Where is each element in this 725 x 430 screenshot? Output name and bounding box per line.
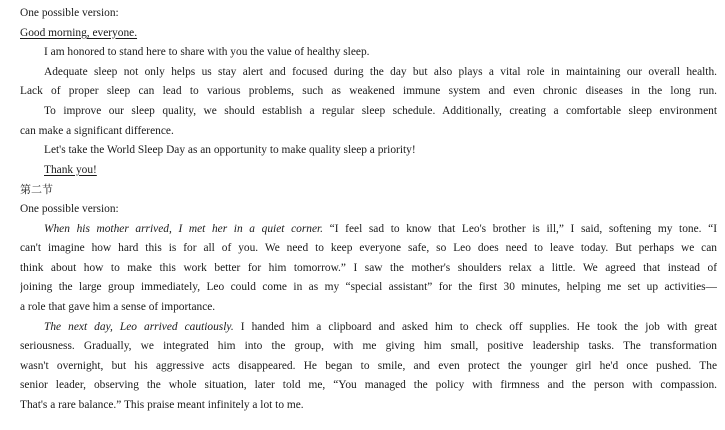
story-paragraph-1-line-3: think about how to make this work better for him tomorrow.” I saw the mother's shoulders relax a little. We agreed that instead of bbox=[20, 261, 717, 274]
speech-thanks: Thank you! bbox=[44, 163, 97, 176]
speech-paragraph-2-line-1: Adequate sleep not only helps us stay alert and focused during the day but also plays a vital role in maintaining our overall health. bbox=[44, 65, 717, 78]
story-paragraph-1-line-5: a role that gave him a sense of importance. bbox=[20, 300, 216, 313]
speech-greeting: Good morning, everyone. bbox=[20, 26, 138, 39]
story-paragraph-1-line-1 bbox=[20, 220, 717, 240]
speech-paragraph-3-line-2: can make a significant difference. bbox=[20, 124, 174, 137]
story-paragraph-2-line-2: seriousness. Gradually, we integrated him into the group, with me giving him small, positive leadership tasks. The transformation bbox=[20, 340, 717, 353]
speech-paragraph-2-line-2: Lack of proper sleep can lead to various problems, such as weakened immune system and even chronic diseases in the long run. bbox=[20, 85, 717, 98]
story-paragraph-2-line-1 bbox=[20, 318, 717, 338]
story-paragraph-1-line-1-text: “I feel sad to know that Leo's brother is ill,” I said, softening my tone. “I bbox=[323, 222, 717, 235]
speech-greeting-line bbox=[20, 24, 717, 44]
story-paragraph-2-line-3: wasn't overnight, but his aggressive acts disappeared. He began to smile, and even protect the younger girl he'd once pushed. The bbox=[20, 359, 717, 372]
story-paragraph-1-line-4: joining the large group immediately, Leo could come in as my “special assistant” for the first 30 minutes, helping me set up activities— bbox=[20, 281, 717, 294]
section-heading: 第二节 bbox=[20, 183, 53, 197]
speech-paragraph-3-line-1: To improve our sleep quality, we should establish a regular sleep schedule. Additionally, creating a comfortable sleep environment bbox=[44, 104, 717, 117]
story-paragraph-2-line-4: senior leader, observing the whole situation, later told me, “You managed the policy with firmness and the person with compassion. bbox=[20, 379, 717, 392]
story-paragraph-1-opening: When his mother arrived, I met her in a quiet corner. bbox=[44, 222, 324, 235]
version-label-2: One possible version: bbox=[20, 202, 119, 215]
story-paragraph-1-line-2: can't imagine how hard this is for all of you. We need to keep everyone safe, so Leo does need to leave today. But perhaps we can bbox=[20, 242, 717, 255]
story-paragraph-2-line-1-text: I handed him a clipboard and asked him to check off supplies. He took the job with great bbox=[233, 320, 717, 333]
speech-paragraph-honored: I am honored to stand here to share with you the value of healthy sleep. bbox=[44, 46, 370, 59]
story-paragraph-2-line-5: That's a rare balance.” This praise meant infinitely a lot to me. bbox=[20, 398, 304, 411]
story-paragraph-2-opening: The next day, Leo arrived cautiously. bbox=[44, 320, 234, 333]
version-label-1: One possible version: bbox=[20, 7, 119, 19]
speech-paragraph-world-sleep: Let's take the World Sleep Day as an opportunity to make quality sleep a priority! bbox=[44, 144, 416, 157]
speech-thanks-line bbox=[20, 161, 717, 181]
